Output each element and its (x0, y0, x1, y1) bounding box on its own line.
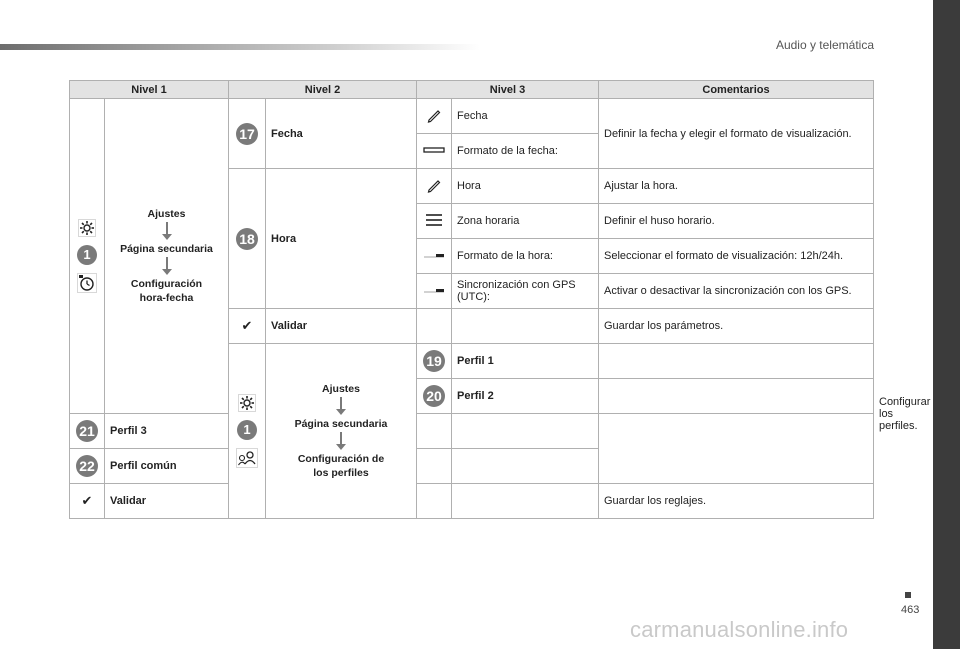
watermark-text: carmanualsonline.info (630, 617, 849, 642)
gear-icon (238, 394, 256, 412)
row18d-comment: Activar o desactivar la sincronización con los GPS. (599, 274, 874, 309)
pencil-icon-cell (417, 169, 452, 204)
toggle-icon (423, 250, 445, 260)
validate-check-cell (70, 484, 105, 519)
bar-icon (423, 145, 445, 155)
step-badge-20: 20 (423, 385, 445, 407)
row17a-sub: Fecha (452, 99, 599, 134)
section2-step-badge: 1 (237, 420, 257, 440)
toggle-icon-cell (417, 274, 452, 309)
menu-step-secondary-page: Página secundaria (120, 243, 213, 255)
menu-icon (424, 212, 444, 228)
row22-label: Perfil común (105, 449, 229, 484)
page-header-title: Audio y telemática (775, 38, 874, 52)
validate-comment: Guardar los parámetros. (599, 309, 874, 344)
clock-icon (77, 273, 97, 293)
row17-label: Fecha (266, 99, 417, 169)
empty-cell (417, 449, 452, 484)
empty-cell (452, 414, 599, 449)
row18a-comment: Ajustar la hora. (599, 169, 874, 204)
row19-label: Perfil 1 (452, 344, 599, 379)
settings-table (69, 80, 931, 519)
validate-label: Validar (105, 484, 229, 519)
empty-cell (452, 309, 599, 344)
pencil-icon (425, 176, 443, 194)
row20-number-cell (417, 379, 452, 414)
step-badge-19: 19 (423, 350, 445, 372)
menu-step-settings: Ajustes (147, 208, 186, 220)
validate-check-cell (229, 309, 266, 344)
menu-step-profiles-config: Configuración de los perfiles (297, 453, 385, 479)
toggle-icon (423, 285, 445, 295)
row17-comment: Definir la fecha y elegir el formato de visualización. (599, 99, 874, 169)
arrow-down-icon (166, 222, 168, 234)
row17b-sub: Formato de la fecha: (452, 134, 599, 169)
row18a-sub: Hora (452, 169, 599, 204)
menu-step-settings: Ajustes (322, 383, 360, 395)
menu-step-secondary-page: Página secundaria (294, 418, 388, 430)
empty-cell (599, 344, 874, 379)
arrow-down-icon (166, 257, 168, 269)
row22-number-cell (70, 449, 105, 484)
row18-number-cell (229, 169, 266, 309)
table-row: 1 Ajustes Página secundaria Configuración de los perfiles 19 Perfil 1 Configurar los perfiles. (70, 344, 874, 379)
toggle-icon-cell (417, 239, 452, 274)
menu-icon-cell (417, 204, 452, 239)
step-badge-17: 17 (236, 123, 258, 145)
step-badge-21: 21 (76, 420, 98, 442)
validate-label: Validar (266, 309, 417, 344)
row18b-comment: Definir el huso horario. (599, 204, 874, 239)
arrow-down-icon (340, 432, 342, 444)
row21-label: Perfil 3 (105, 414, 229, 449)
section2-level1-icons (229, 344, 266, 519)
validate-comment: Guardar los reglajes. (599, 484, 874, 519)
section1-level1-icons (70, 99, 105, 414)
empty-cell (417, 484, 452, 519)
table-row (70, 449, 874, 484)
menu-step-datetime-config: Configuración hora-fecha (130, 278, 203, 304)
header-gradient-bar (0, 44, 480, 50)
empty-cell (599, 379, 874, 414)
row18b-sub: Zona horaria (452, 204, 599, 239)
section2-menu-path (266, 344, 417, 519)
check-icon: ✔ (241, 318, 253, 333)
column-header-comments: Comentarios (599, 81, 874, 99)
pencil-icon (425, 106, 443, 124)
empty-cell (452, 449, 599, 484)
column-header-level1: Nivel 1 (70, 81, 229, 99)
table-row (70, 99, 874, 134)
row18-label: Hora (266, 169, 417, 309)
section1-step-badge: 1 (77, 245, 97, 265)
column-header-level2: Nivel 2 (229, 81, 417, 99)
table-row (70, 484, 874, 519)
row18d-sub: Sincronización con GPS (UTC): (452, 274, 599, 309)
row18c-comment: Seleccionar el formato de visualización: 12h/24h. (599, 239, 874, 274)
row21-number-cell (70, 414, 105, 449)
empty-cell (417, 414, 452, 449)
step-badge-22: 22 (76, 455, 98, 477)
profile-icon (236, 448, 258, 468)
row20-label: Perfil 2 (452, 379, 599, 414)
page-marker (905, 592, 911, 598)
empty-cell (417, 309, 452, 344)
arrow-down-icon (340, 397, 342, 409)
pencil-icon-cell (417, 99, 452, 134)
gear-icon (78, 219, 96, 237)
side-strip (933, 0, 960, 649)
table-header-row (70, 81, 874, 99)
bar-icon-cell (417, 134, 452, 169)
row18c-sub: Formato de la hora: (452, 239, 599, 274)
row17-number-cell (229, 99, 266, 169)
check-icon: ✔ (81, 493, 93, 508)
table-row (70, 414, 874, 449)
page-number: 463 (901, 604, 920, 616)
step-badge-18: 18 (236, 228, 258, 250)
section1-menu-path (105, 99, 229, 414)
empty-cell (452, 484, 599, 519)
row19-number-cell (417, 344, 452, 379)
column-header-level3: Nivel 3 (417, 81, 599, 99)
